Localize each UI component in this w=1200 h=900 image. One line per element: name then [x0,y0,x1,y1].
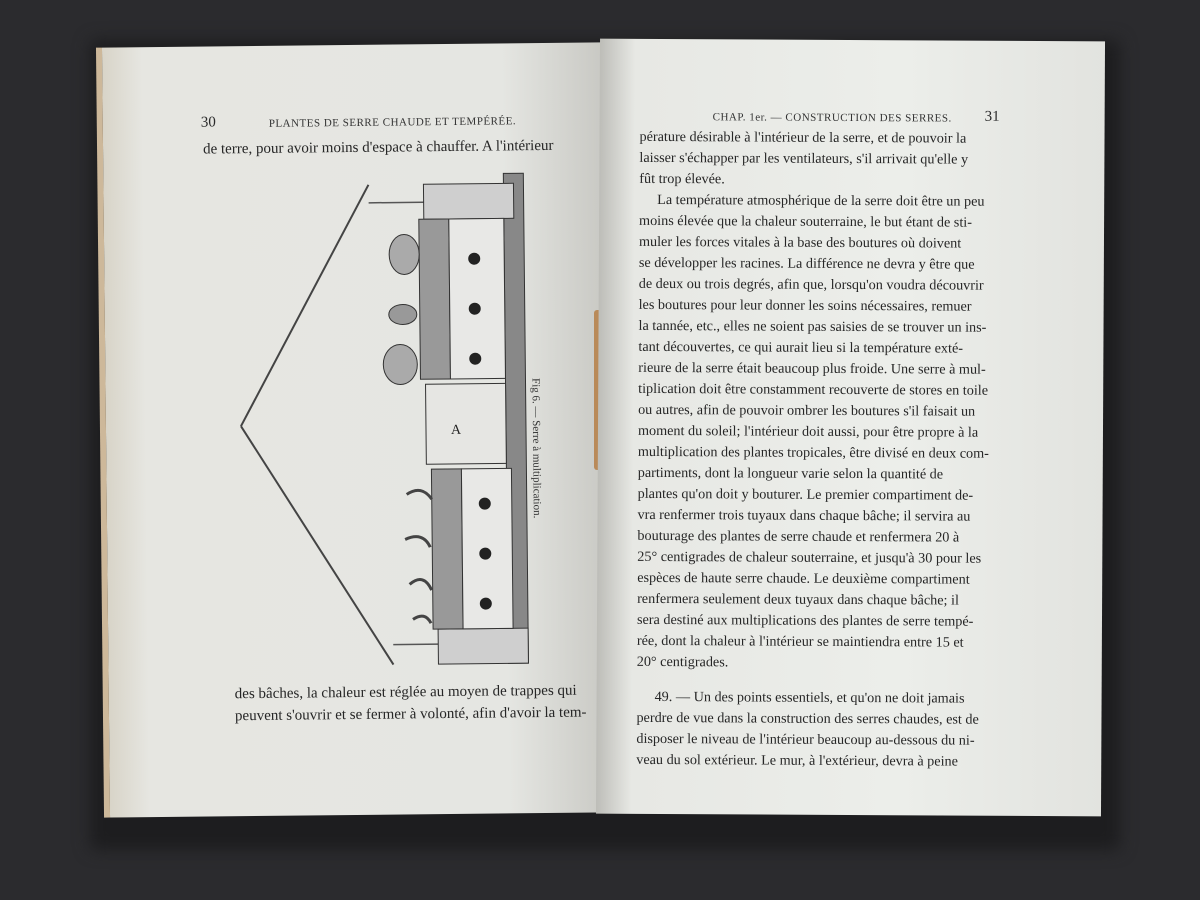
right-line-13: tiplication doit être constamment recouverte de stores en toile [638,380,989,399]
right-line-1: pérature désirable à l'intérieur de la serre, et de pouvoir la [639,128,967,147]
right-line-5: moins élevée que la chaleur souterraine, le but étant de sti- [639,212,973,231]
right-line-11: tant découvertes, ce qui aurait lieu si la température exté- [638,338,964,357]
right-line-6: muler les forces vitales à la base des boutures où doivent [638,233,962,252]
figure-caption: Fig 6. — Serre à multiplication. [529,378,543,519]
right-page-number: 31 [984,108,1000,125]
right-line-2: laisser s'échapper par les ventilateurs, s'il arrivait qu'elle y [639,149,969,168]
left-bottom-line-1: des bâches, la chaleur est réglée au moyen de trappes qui [234,682,577,703]
right-line-26: 20° centigrades. [636,653,729,671]
right-line-7: se développer les racines. La différence ne devra y être que [638,254,975,273]
right-line-29: disposer le niveau de l'intérieur beaucoup au-dessous du ni- [636,730,975,749]
right-line-9: les boutures pour leur donner les soins nécessaires, remuer [638,296,972,315]
right-line-23: renfermera seulement deux tuyaux dans chaque bâche; il [637,590,959,609]
right-line-15: moment du soleil; l'intérieur doit aussi, pour être propre à la [637,422,979,441]
right-line-28: perdre de vue dans la construction des serres chaudes, est de [636,709,979,728]
label-a: A [450,422,462,438]
right-line-19: vra renfermer trois tuyaux dans chaque bâche; il servira au [637,506,971,525]
left-top-line: de terre, pour avoir moins d'espace à chauffer. A l'intérieur [202,137,554,158]
left-bottom-line-2: peuvent s'ouvrir et se fermer à volonté, afin d'avoir la tem- [234,704,587,725]
right-running-head: CHAP. 1er. — CONSTRUCTION DES SERRES. [712,111,952,125]
right-line-30: veau du sol extérieur. Le mur, à l'extérieur, devra à peine [636,751,958,770]
right-line-10: la tannée, etc., elles ne soient pas saisies de se trouver un ins- [638,317,987,336]
right-line-25: rée, dont la chaleur à l'intérieur se maintiendra entre 15 et [636,632,964,651]
right-line-14: ou autres, afin de pouvoir ombrer les boutures s'il faisait un [638,401,976,420]
right-line-3: fût trop élevée. [639,170,725,188]
left-page [96,42,609,817]
right-line-24: sera destiné aux multiplications des plantes de serre tempé- [636,611,974,630]
right-line-4: La température atmosphérique de la serre doit être un peu [657,191,985,210]
right-line-18: plantes qu'on doit y bouturer. Le premier compartiment de- [637,485,974,504]
right-line-17: partiments, dont la longueur varie selon la quantité de [637,464,944,483]
right-line-20: bouturage des plantes de serre chaude et renfermera 20 à [637,527,960,546]
greenhouse-figure [233,163,568,676]
right-line-16: multiplication des plantes tropicales, être divisé en deux com- [637,443,989,462]
right-line-21: 25° centigrades de chaleur souterraine, et jusqu'à 30 pour les [637,548,982,567]
left-page-number: 30 [200,114,216,131]
right-line-12: rieure de la serre était beaucoup plus froide. Une serre à mul- [638,359,986,378]
right-line-22: espèces de haute serre chaude. Le deuxième compartiment [637,569,970,588]
right-line-27: 49. — Un des points essentiels, et qu'on ne doit jamais [654,688,965,707]
right-line-8: de deux ou trois degrés, afin que, lorsqu'on voudra découvrir [638,275,984,294]
left-running-head: PLANTES DE SERRE CHAUDE ET TEMPÉRÉE. [268,115,517,130]
right-page [596,39,1105,817]
